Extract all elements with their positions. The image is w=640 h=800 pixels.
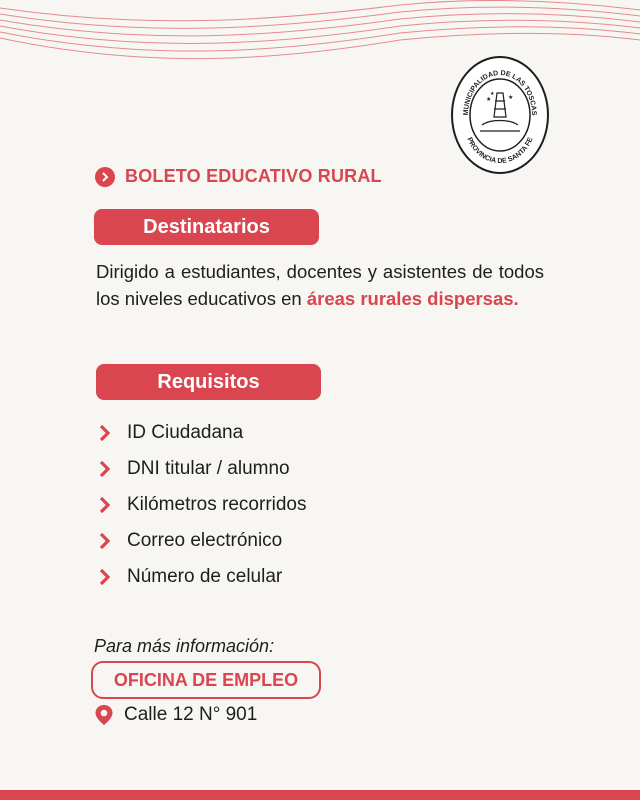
municipality-seal-logo <box>450 55 550 175</box>
requirement-label: ID Ciudadana <box>127 422 244 443</box>
svg-text:MUNICIPALIDAD DE LAS TOSCAS: MUNICIPALIDAD DE LAS TOSCAS <box>462 69 538 116</box>
chevron-right-icon <box>96 424 114 442</box>
address-line <box>94 704 257 726</box>
description-highlight: áreas rurales dispersas. <box>306 288 519 309</box>
chevron-right-icon <box>96 568 114 586</box>
address-text: Calle 12 N° 901 <box>124 704 258 725</box>
office-badge: OFICINA DE EMPLEO <box>91 661 321 699</box>
svg-text:★: ★ <box>508 95 514 101</box>
list-item <box>96 523 307 559</box>
more-info-label: Para más información: <box>94 636 275 656</box>
location-pin-icon <box>94 704 114 726</box>
svg-text:★: ★ <box>486 97 492 103</box>
page-title <box>95 166 382 187</box>
requirements-list <box>96 415 307 595</box>
bottom-accent-bar <box>0 790 640 800</box>
svg-text:PROVINCIA DE SANTA FE: PROVINCIA DE SANTA FE <box>465 136 535 166</box>
chevron-right-icon <box>96 532 114 550</box>
list-item <box>96 451 307 487</box>
chevron-right-icon <box>96 460 114 478</box>
requirement-label: Número de celular <box>127 566 283 587</box>
list-item <box>96 415 307 451</box>
chevron-right-icon <box>96 496 114 514</box>
chevron-circle-icon <box>95 167 115 187</box>
destinatarios-heading: Destinatarios <box>94 209 319 245</box>
list-item <box>96 487 307 523</box>
requirement-label: DNI titular / alumno <box>127 458 290 479</box>
list-item <box>96 559 307 595</box>
svg-text:★: ★ <box>490 91 495 97</box>
destinatarios-description <box>96 258 544 312</box>
requirement-label: Kilómetros recorridos <box>127 494 307 515</box>
requirement-label: Correo electrónico <box>127 530 283 551</box>
title-text: BOLETO EDUCATIVO RURAL <box>125 166 382 186</box>
requisitos-heading: Requisitos <box>96 364 321 400</box>
description-text: Dirigido a estudiantes, docentes y asistentes de todos los niveles educativos en <box>96 261 544 309</box>
